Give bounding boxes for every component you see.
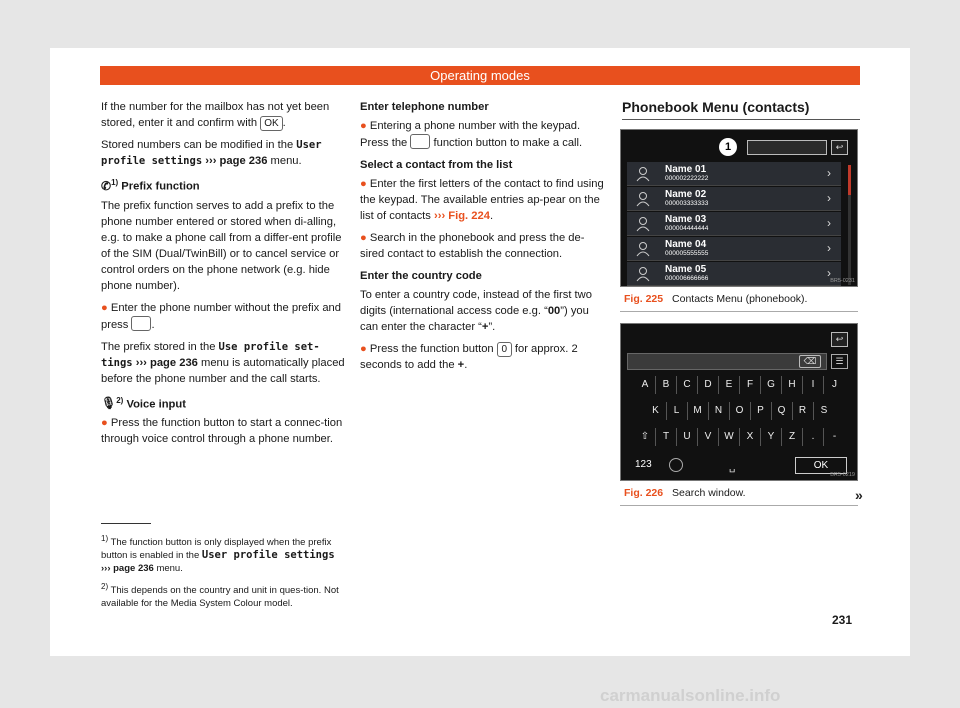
contact-number: 000002222222 [665,175,709,182]
section-title-phonebook: Phonebook Menu (contacts) [622,99,860,120]
keyboard-key[interactable]: - [832,431,837,442]
paragraph-prefix-desc: The prefix function serves to add a prefix to the phone number entered or stored when di-alling, e.g. to make a phone call from a differ-ent profile of the SIM (Dual/TwinBill) or to cancel service or control orders on the phone network (e.g. hide phone number). [101,199,342,292]
keyboard-key[interactable]: P [751,402,772,420]
figure-caption: Fig. 225 Contacts Menu (phonebook). [624,293,808,305]
footnote-2: $^{2)}$ This depends on the country and unit in ques-tion. Not available for the Media System Colour model. [101,582,339,610]
list-icon[interactable]: ☰ [831,354,848,369]
person-icon [635,166,651,182]
call-button-icon [410,134,430,149]
heading-select-contact: Select a contact from the list [360,159,513,171]
person-icon [635,266,651,282]
numeric-key[interactable]: 123 [635,459,652,470]
contact-row[interactable] [627,237,841,261]
screen-search [620,323,858,481]
contact-name: Name 03 [665,214,707,225]
contact-name: Name 05 [665,264,707,275]
heading-voice-input: 🎙$^{2)}$ Voice input [101,395,186,411]
footnotes [101,523,345,615]
keyboard-key[interactable]: A [635,376,656,394]
backspace-icon[interactable]: ⌫ [799,355,821,368]
chevron-right-icon[interactable]: › [827,191,831,205]
keyboard-key[interactable]: M [688,402,709,420]
back-button[interactable]: ↩ [831,332,848,347]
keyboard-row-2 [621,402,859,420]
footnote-rule [101,523,151,524]
phone-prefix-icon: ✆ [101,178,112,193]
zero-key: 0 [497,342,512,357]
keyboard-key[interactable]: C [677,376,698,394]
bullet-icon: ● [360,343,367,355]
contact-row[interactable] [627,262,841,286]
chevron-right-icon[interactable]: › [827,166,831,180]
microphone-icon: 🎙 [101,396,117,411]
keyboard-key[interactable]: S [820,405,828,416]
keyboard-key[interactable]: . [803,428,824,446]
keyboard-key[interactable]: F [740,376,761,394]
menu-code-user-profile: User profile settings [101,139,322,167]
chevron-right-icon[interactable]: › [827,266,831,280]
watermark: carmanualsonline.info [600,686,781,705]
keyboard-key[interactable]: U [677,428,698,446]
column-middle [360,99,606,379]
contact-row[interactable] [627,162,841,186]
keyboard-key[interactable]: K [646,402,667,420]
globe-icon[interactable] [669,458,683,472]
page-ref[interactable]: ››› page 236 [135,356,198,369]
bullet-icon: ● [360,120,367,132]
shift-icon[interactable]: ⇧ [635,428,656,446]
heading-country-code: Enter the country code [360,270,482,282]
keyboard-key[interactable]: E [719,376,740,394]
footnote-1: $^{1)}$ The function button is only displayed when the prefix button is enabled in the User profile settings ››› page 236 menu. [101,534,335,575]
keyboard-key[interactable]: Y [761,428,782,446]
keyboard-row-3 [621,428,859,446]
figure-caption: Fig. 226 Search window. [624,487,746,499]
keyboard-key[interactable]: D [698,376,719,394]
heading-enter-number: Enter telephone number [360,101,489,113]
bullet-keypad: ● Entering a phone number with the keypad. Press the function button to make a call. [360,120,583,149]
bullet-search-phonebook: ● Search in the phonebook and press the de-sired contact to establish the connection. [360,232,585,260]
keyboard-key[interactable]: R [793,402,814,420]
contact-row[interactable] [627,187,841,211]
figure-contacts-menu [620,129,858,312]
keyboard-key[interactable]: J [832,379,837,390]
chevron-right-icon[interactable]: › [827,216,831,230]
bullet-icon: ● [101,301,108,314]
keyboard-key[interactable]: I [803,376,824,394]
figure-search-window [620,323,858,506]
bullet-press-zero: ● Press the function button 0 for approx. 2 seconds to add the +. [360,343,578,371]
ok-button[interactable]: OK [795,457,847,474]
keyboard-key[interactable]: O [730,402,751,420]
search-input[interactable] [627,353,827,370]
contact-number: 000003333333 [665,200,709,207]
page-number: 231 [832,613,853,627]
chevron-right-icon[interactable]: › [827,241,831,255]
continue-mark: » [855,487,863,503]
bullet-voice: ● Press the function button to start a connec-tion through voice control through a phone number. [101,417,343,446]
menu-code-use-profile: Use profile set-tings [101,340,320,369]
page-header-banner: Operating modes [100,66,860,85]
keyboard-key[interactable]: X [740,428,761,446]
space-key-icon[interactable]: ␣ [729,462,736,473]
figure-ref[interactable]: ››› Fig. 224 [434,210,490,222]
paragraph-mailbox: If the number for the mailbox has not yet been stored, enter it and confirm with OK . [101,101,330,129]
bullet-enter-number: ● Enter the phone number without the prefix and press . [101,301,341,331]
ok-key: OK [260,116,282,131]
keyboard-key[interactable]: L [667,402,688,420]
keyboard-key[interactable]: B [656,376,677,394]
image-code: BR5-0219 [830,472,855,478]
image-code: BR5-0231 [830,278,855,284]
keyboard-key[interactable]: N [709,402,730,420]
person-icon [635,191,651,207]
heading-prefix-function: ✆$^{1)}$ Prefix function [101,178,200,193]
person-icon [635,216,651,232]
paragraph-prefix-stored: The prefix stored in the Use profile set-tings ››› page 236 menu is automatically placed before the phone number and the call starts. [101,340,345,385]
keyboard-row-1 [621,376,859,394]
search-field[interactable] [747,140,827,155]
contact-name: Name 02 [665,189,707,200]
person-icon [635,241,651,257]
scrollbar-thumb[interactable] [848,165,851,195]
callout-1: 1 [719,138,737,156]
contact-number: 000006666666 [665,275,709,282]
column-left [101,99,345,453]
contact-row[interactable] [627,212,841,236]
bullet-icon: ● [101,417,108,430]
keyboard-key[interactable]: H [782,376,803,394]
keyboard-key[interactable]: G [761,376,782,394]
contact-name: Name 04 [665,239,707,250]
bullet-icon: ● [360,232,367,244]
prefix-button-icon [131,316,151,331]
keyboard-key[interactable]: W [719,428,740,446]
back-button[interactable]: ↩ [831,140,848,155]
page-ref[interactable]: ››› page 236 [205,155,268,167]
keyboard-key[interactable]: T [656,428,677,446]
keyboard-key[interactable]: V [698,428,719,446]
keyboard-key[interactable]: Z [782,428,803,446]
paragraph-country-code: To enter a country code, instead of the first two digits (international access code e.g. “00”) you can enter the character “+”. [360,289,592,333]
screen-contacts [620,129,858,287]
paragraph-stored-numbers: Stored numbers can be modified in the User profile settings ››› page 236 menu. [101,139,322,167]
contact-number: 000004444444 [665,225,709,232]
bullet-first-letters: ● Enter the first letters of the contact to find using the keypad. The available entries ap-pear on the list of contacts ››› Fig. 224. [360,178,604,222]
bullet-icon: ● [360,178,367,190]
keyboard-key[interactable]: Q [772,402,793,420]
contact-number: 000005555555 [665,250,709,257]
contact-name: Name 01 [665,164,707,175]
scrollbar[interactable] [848,165,851,285]
